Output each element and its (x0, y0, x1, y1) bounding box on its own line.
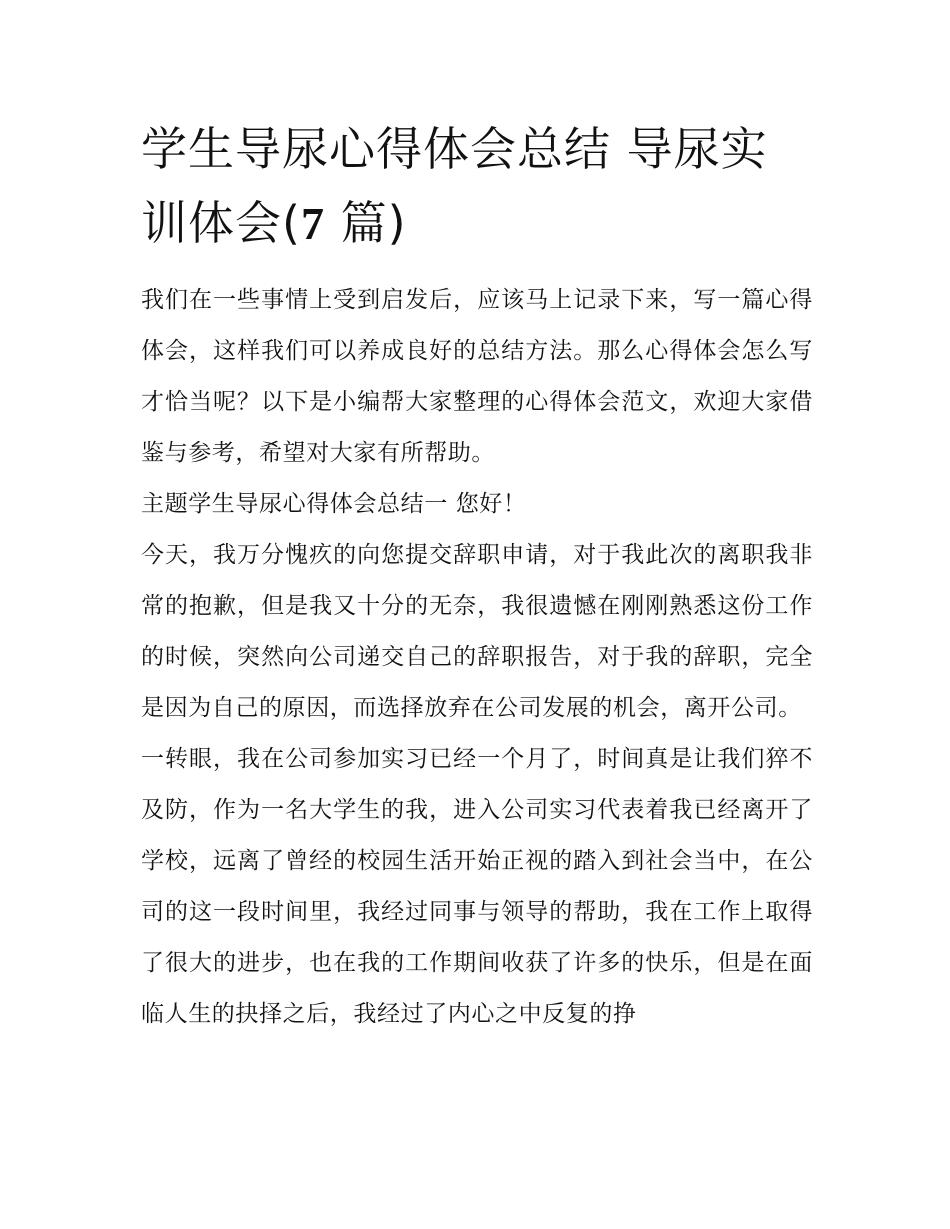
document-title (141, 112, 813, 261)
body-paragraph-2: 一转眼，我在公司参加实习已经一个月了，时间真是让我们猝不及防，作为一名大学生的我，进入公司实习代表着我已经离开了学校，远离了曾经的校园生活开始正视的踏入到社会当中，在公司的这一段时间里，我经过同事与领导的帮助，我在工作上取得了很大的进步，也在我的工作期间收获了许多的快乐，但是在面临人生的抉择之后，我经过了内心之中反复的挣 (141, 746, 813, 1027)
intro-paragraph: 我们在一些事情上受到启发后，应该马上记录下来，写一篇心得体会，这样我们可以养成良好的总结方法。那么心得体会怎么写才恰当呢？以下是小编帮大家整理的心得体会范文，欢迎大家借鉴与参考，希望对大家有所帮助。 (141, 287, 813, 466)
document-content (141, 112, 813, 1040)
title-text-part2: 篇) (324, 196, 407, 250)
title-number: 7 (300, 198, 325, 249)
section-heading-paragraph: 主题学生导尿心得体会总结一 您好！ (141, 491, 527, 517)
document-body (141, 275, 813, 1040)
body-paragraph-1: 今天，我万分愧疚的向您提交辞职申请，对于我此次的离职我非常的抱歉，但是我又十分的无奈，我很遗憾在刚刚熟悉这份工作的时候，突然向公司递交自己的辞职报告，对于我的辞职，完全是因为自己的原因，而选择放弃在公司发展的机会，离开公司。 (141, 542, 813, 721)
title-text-part1: 学生导尿心得体会总结 导尿实训体会( (141, 122, 768, 250)
